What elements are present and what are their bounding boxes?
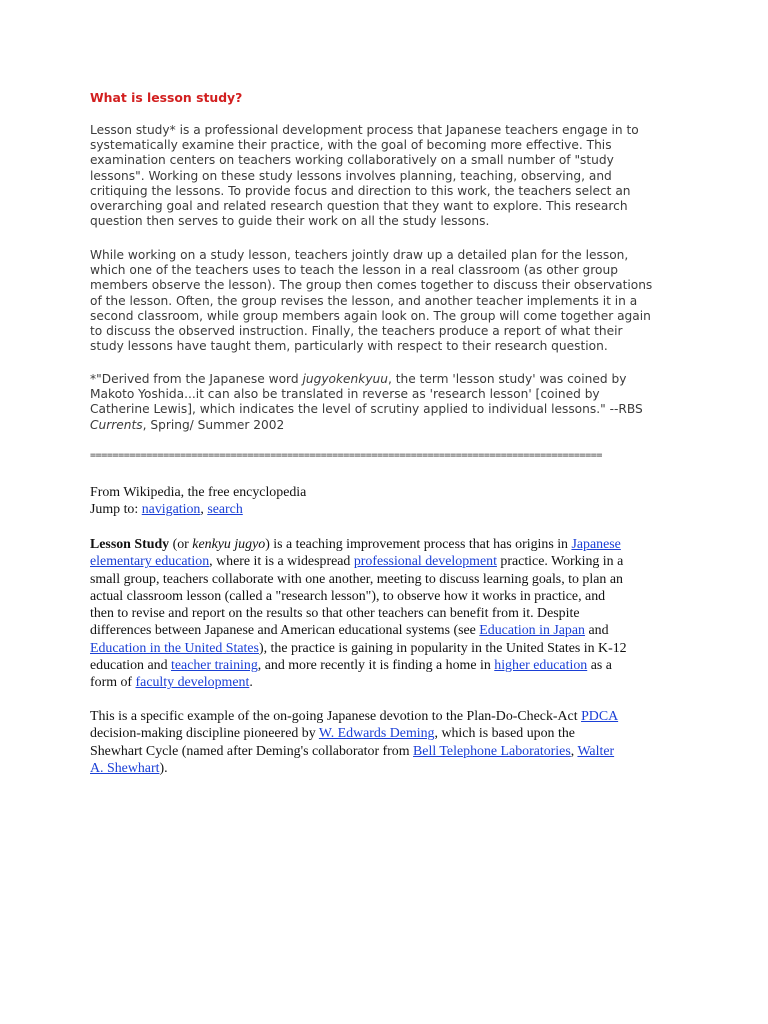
text-run: education and xyxy=(90,658,171,674)
deming-link[interactable]: W. Edwards Deming xyxy=(318,726,435,742)
education-in-japan-link[interactable]: Education in Japan xyxy=(479,623,585,639)
pdca-link[interactable]: PDCA xyxy=(581,709,619,724)
text-line: to discuss the observed instruction. Finally, the teachers produce a report of what their xyxy=(90,324,623,339)
text-line: While working on a study lesson, teachers jointly draw up a detailed plan for the lesson, xyxy=(90,248,629,262)
professional-development-link[interactable]: professional development xyxy=(353,554,497,570)
text-line: members observe the lesson). The group then comes together to discuss their observations xyxy=(90,278,653,293)
text-line: question then serves to guide their work on all the study lessons. xyxy=(90,214,490,229)
text-run: ). xyxy=(159,760,168,776)
elementary-education-link[interactable]: elementary education xyxy=(90,554,210,570)
text-line xyxy=(90,674,680,691)
text-run: , where it is a widespread xyxy=(209,554,354,570)
comma: , xyxy=(200,502,208,518)
term-bold: Lesson Study xyxy=(90,537,170,552)
text-line: Lesson study* is a professional development process that Japanese teachers engage in to xyxy=(90,123,639,137)
text-line: Catherine Lewis], which indicates the level of scrutiny applied to individual lessons." --RBS xyxy=(90,402,643,417)
wiki-source: From Wikipedia, the free encyclopedia xyxy=(90,485,307,500)
publication-date: , Spring/ Summer 2002 xyxy=(142,417,285,432)
lesson-study-paragraph-1 xyxy=(90,123,680,229)
jump-to-line xyxy=(90,501,680,518)
text-line: small group, teachers collaborate with one another, meeting to discuss learning goals, to plan an xyxy=(90,571,623,587)
teacher-training-link[interactable]: teacher training xyxy=(171,658,258,674)
text-line xyxy=(90,622,680,639)
bell-labs-link[interactable]: Bell Telephone Laboratories xyxy=(413,743,571,759)
text-run: . xyxy=(249,675,253,691)
shewhart-link-continued[interactable]: A. Shewhart xyxy=(90,760,160,776)
text-line xyxy=(90,418,680,433)
text-line xyxy=(90,743,680,760)
text-line: systematically examine their practice, with the goal of becoming more effective. This xyxy=(90,138,612,153)
text-line: Makoto Yoshida...it can also be translated in reverse as 'research lesson' [coined by xyxy=(90,387,600,402)
text-run: ) is a teaching improvement process that has origins in xyxy=(265,537,572,552)
text-run: (or xyxy=(169,537,193,552)
text-run: practice. Working in a xyxy=(496,554,624,570)
higher-education-link[interactable]: higher education xyxy=(494,658,588,674)
wiki-paragraph-1 xyxy=(90,536,680,692)
text-line: actual classroom lesson (called a "research lesson"), to observe how it works in practice, and xyxy=(90,588,606,604)
text-line xyxy=(90,553,680,570)
wiki-paragraph-2 xyxy=(90,708,680,777)
japanese-term: jugyokenkyuu xyxy=(302,372,388,386)
text-line xyxy=(90,657,680,674)
section-heading: What is lesson study? xyxy=(90,90,243,105)
search-link[interactable]: search xyxy=(207,502,243,518)
text-line: second classroom, while group members again look on. The group will come together again xyxy=(90,308,651,323)
navigation-link[interactable]: navigation xyxy=(141,502,201,518)
text-run: form of xyxy=(90,675,136,691)
wiki-header xyxy=(90,484,680,519)
text-line xyxy=(90,708,680,725)
japanese-link[interactable]: Japanese xyxy=(571,537,621,552)
text-line: overarching goal and related research question that they want to explore. This research xyxy=(90,199,628,214)
text-run: , xyxy=(570,743,578,759)
text-run: , and more recently it is finding a home in xyxy=(257,658,495,674)
education-in-us-link[interactable]: Education in the United States xyxy=(90,640,259,656)
text-line: examination centers on teachers working collaboratively on a small number of "study xyxy=(90,153,614,168)
text-line xyxy=(90,640,680,657)
text-line: then to revise and report on the results so that other teachers can benefit from it. Despite xyxy=(90,606,580,622)
text-line xyxy=(90,372,680,387)
text-line: which one of the teachers uses to teach the lesson in a real classroom (as other group xyxy=(90,263,618,278)
faculty-development-link[interactable]: faculty development xyxy=(135,675,250,691)
text-line xyxy=(90,725,680,742)
text-run: differences between Japanese and American educational systems (see xyxy=(90,623,480,639)
text-line: study lessons have taught them, particularly with respect to their research question. xyxy=(90,339,608,354)
publication-title: Currents xyxy=(90,417,143,432)
text-run: This is a specific example of the on-going Japanese devotion to the Plan-Do-Check-Act xyxy=(90,709,582,724)
quote-suffix: , the term 'lesson study' was coined by xyxy=(387,372,627,386)
text-line: of the lesson. Often, the group revises the lesson, and another teacher implements it in a xyxy=(90,293,638,308)
jump-to-label: Jump to: xyxy=(90,502,142,518)
text-line: critiquing the lessons. To provide focus and direction to this work, the teachers select an xyxy=(90,183,631,198)
quote-prefix: *"Derived from the Japanese word xyxy=(90,372,303,386)
shewhart-link[interactable]: Walter xyxy=(577,743,615,759)
separator-rule: =========================================================================================== xyxy=(90,450,603,461)
text-run: , which is based upon the xyxy=(434,726,575,742)
text-line: lessons". Working on these study lessons involves planning, teaching, observing, and xyxy=(90,168,612,183)
text-run: ), the practice is gaining in popularity in the United States in K-12 xyxy=(258,640,627,656)
text-run: decision-making discipline pioneered by xyxy=(90,726,319,742)
text-line xyxy=(90,536,680,553)
text-run: Shewhart Cycle (named after Deming's collaborator from xyxy=(90,743,414,759)
footnote-quote xyxy=(90,372,680,433)
text-line xyxy=(90,760,680,777)
term-italic: kenkyu jugyo xyxy=(192,537,266,552)
text-run: as a xyxy=(587,658,612,674)
text-run: and xyxy=(585,623,609,639)
lesson-study-paragraph-2 xyxy=(90,248,680,354)
